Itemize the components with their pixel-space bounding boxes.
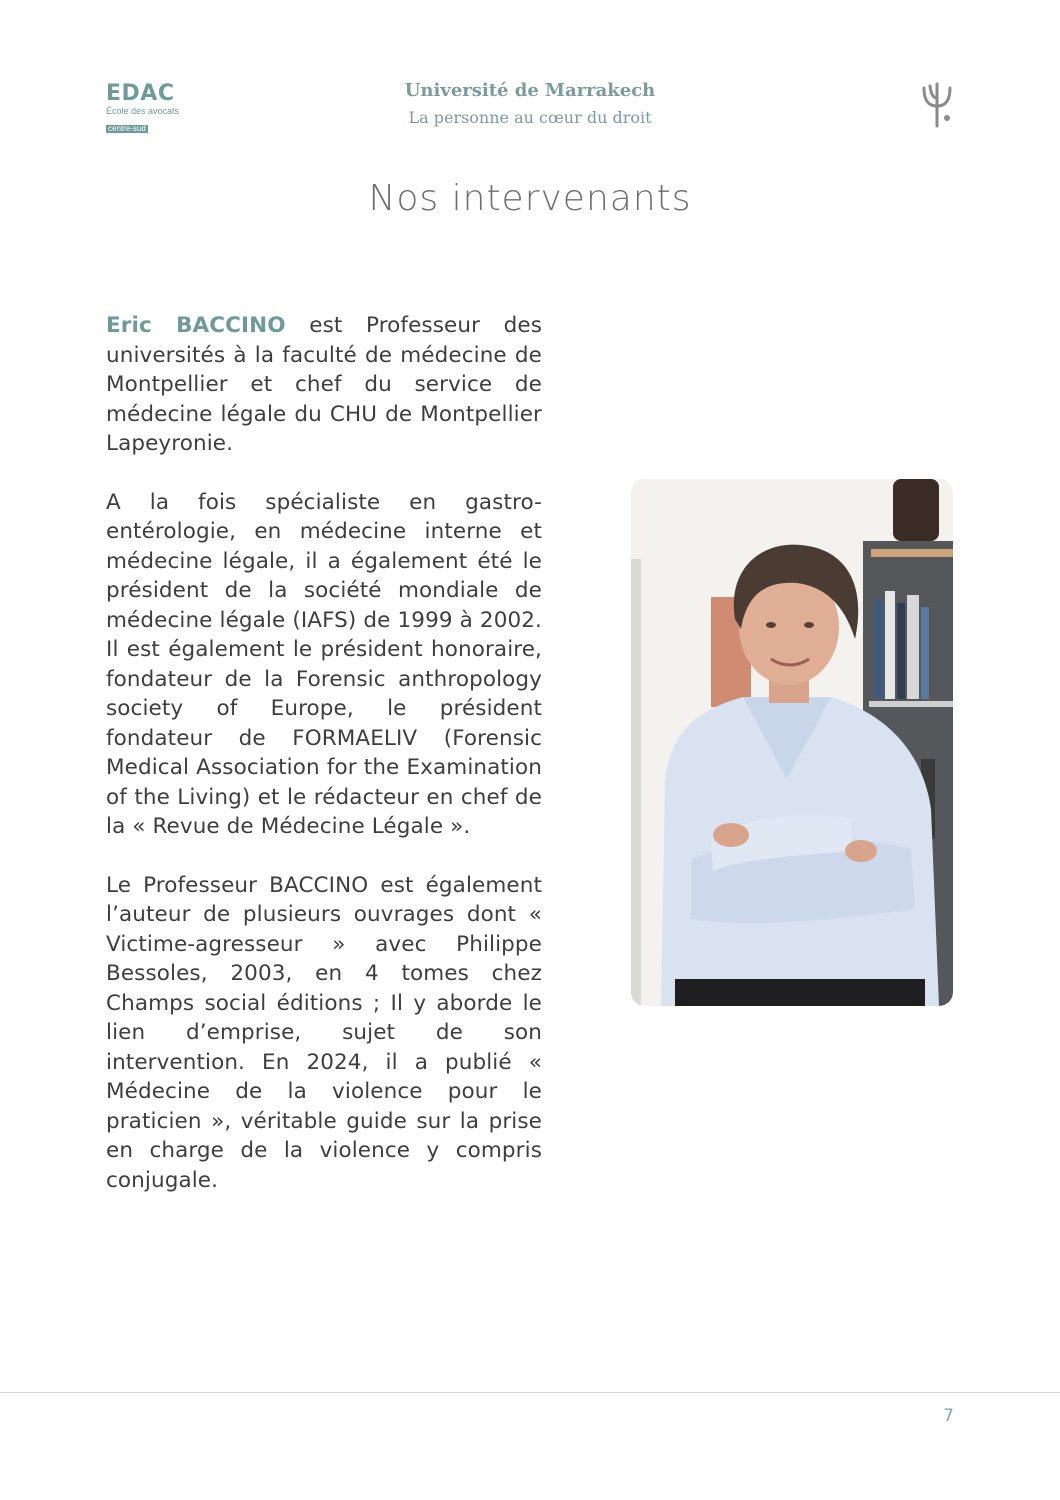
- bio-paragraph-3: Le Professeur BACCINO est également l’auteur de plusieurs ouvrages dont « Victime-agresseur » avec Philippe Bessoles, 2003, en 4 tomes chez Champs social éditions ; Il y aborde le lien d’emprise, sujet de son intervention. En 2024, il a publié « Médecine de la violence pour le praticien », véritable guide sur la prise en charge de la violence y compris conjugale.: [106, 872, 542, 1193]
- bio-paragraph-1-text: est Professeur des universités à la faculté de médecine de Montpellier et chef du service de médecine légale du CHU de Montpellier Lapeyronie.: [106, 313, 542, 456]
- university-tagline: La personne au cœur du droit: [408, 108, 652, 127]
- logo-mark: EDAC: [106, 81, 175, 106]
- bio-paragraph-1: [106, 311, 542, 459]
- page-title: Nos intervenants: [368, 178, 692, 219]
- header-center: [330, 79, 730, 131]
- psi-icon: [914, 80, 960, 132]
- logo-subtitle: École des avocats: [106, 106, 180, 116]
- university-name: Université de Marrakech: [404, 80, 656, 101]
- speaker-photo: [631, 479, 953, 1006]
- edacs-logo: [106, 82, 206, 135]
- logo-subtitle-badge: centre-sud: [108, 124, 146, 133]
- speaker-bio: [106, 311, 542, 1224]
- speaker-name: Eric BACCINO: [106, 313, 286, 338]
- page-number: 7: [943, 1406, 954, 1426]
- bio-paragraph-2: A la fois spécialiste en gastro-entérologie, en médecine interne et médecine légale, il a également été le président de la société mondiale de médecine légale (IAFS) de 1999 à 2002. Il est également le président honoraire, fondateur de la Forensic anthropology society of Europe, le président fondateur de FORMAELIV (Forensic Medical Association for the Examination of the Living) et le rédacteur en chef de la « Revue de Médecine Légale ».: [106, 489, 542, 839]
- footer-divider: [0, 1392, 1060, 1393]
